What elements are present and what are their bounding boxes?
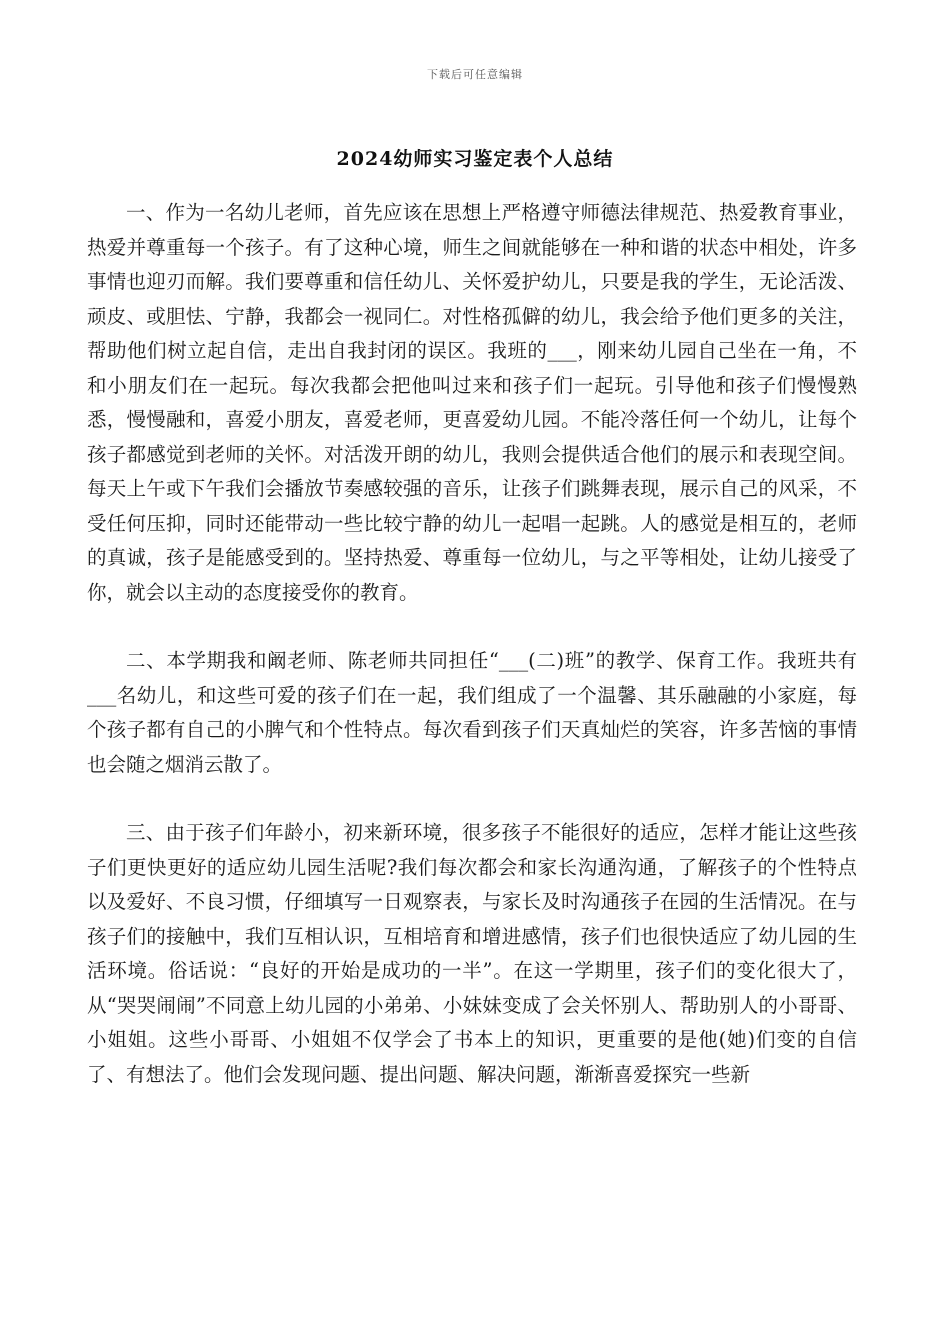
document-title: 2024幼师实习鉴定表个人总结 [336, 148, 614, 170]
header-note: 下载后可任意编辑 [427, 68, 523, 81]
paragraph-2: 二、本学期我和阚老师、陈老师共同担任“___(二)班”的教学、保育工作。我班共有___名幼儿，和这些可爱的孩子们在一起，我们组成了一个温馨、其乐融融的小家庭，每个孩子都有自己的小脾气和个性特点。每次看到孩子们天真灿烂的笑容，许多苦恼的事情也会随之烟消云散了。 [87, 649, 857, 776]
paragraph-3: 三、由于孩子们年龄小，初来新环境，很多孩子不能很好的适应，怎样才能让这些孩子们更快更好的适应幼儿园生活呢?我们每次都会和家长沟通沟通，了解孩子的个性特点以及爱好、不良习惯，仔细填写一日观察表，与家长及时沟通孩子在园的生活情况。在与孩子们的接触中，我们互相认识，互相培育和增进感情，孩子们也很快适应了幼儿园的生活环境。俗话说：“良好的开始是成功的一半”。在这一学期里，孩子们的变化很大了，从“哭哭闹闹”不同意上幼儿园的小弟弟、小妹妹变成了会关怀别人、帮助别人的小哥哥、小姐姐。这些小哥哥、小姐姐不仅学会了书本上的知识，更重要的是他(她)们变的自信了、有想法了。他们会发现问题、提出问题、解决问题，渐渐喜爱探究一些新 [87, 821, 857, 1086]
paragraph-1: 一、作为一名幼儿老师，首先应该在思想上严格遵守师德法律规范、热爱教育事业，热爱并尊重每一个孩子。有了这种心境，师生之间就能够在一种和谐的状态中相处，许多事情也迎刃而解。我们要尊重和信任幼儿、关怀爱护幼儿，只要是我的学生，无论活泼、顽皮、或胆怯、宁静，我都会一视同仁。对性格孤僻的幼儿，我会给予他们更多的关注，帮助他们树立起自信，走出自我封闭的误区。我班的___，刚来幼儿园自己坐在一角，不和小朋友们在一起玩。每次我都会把他叫过来和孩子们一起玩。引导他和孩子们慢慢熟悉，慢慢融和，喜爱小朋友，喜爱老师，更喜爱幼儿园。不能冷落任何一个幼儿，让每个孩子都感觉到老师的关怀。对活泼开朗的幼儿，我则会提供适合他们的展示和表现空间。每天上午或下午我们会播放节奏感较强的音乐，让孩子们跳舞表现，展示自己的风采，不受任何压抑，同时还能带动一些比较宁静的幼儿一起唱一起跳。人的感觉是相互的，老师的真诚，孩子是能感受到的。坚持热爱、尊重每一位幼儿，与之平等相处，让幼儿接受了你，就会以主动的态度接受你的教育。 [87, 201, 857, 604]
document-body [87, 196, 857, 1092]
